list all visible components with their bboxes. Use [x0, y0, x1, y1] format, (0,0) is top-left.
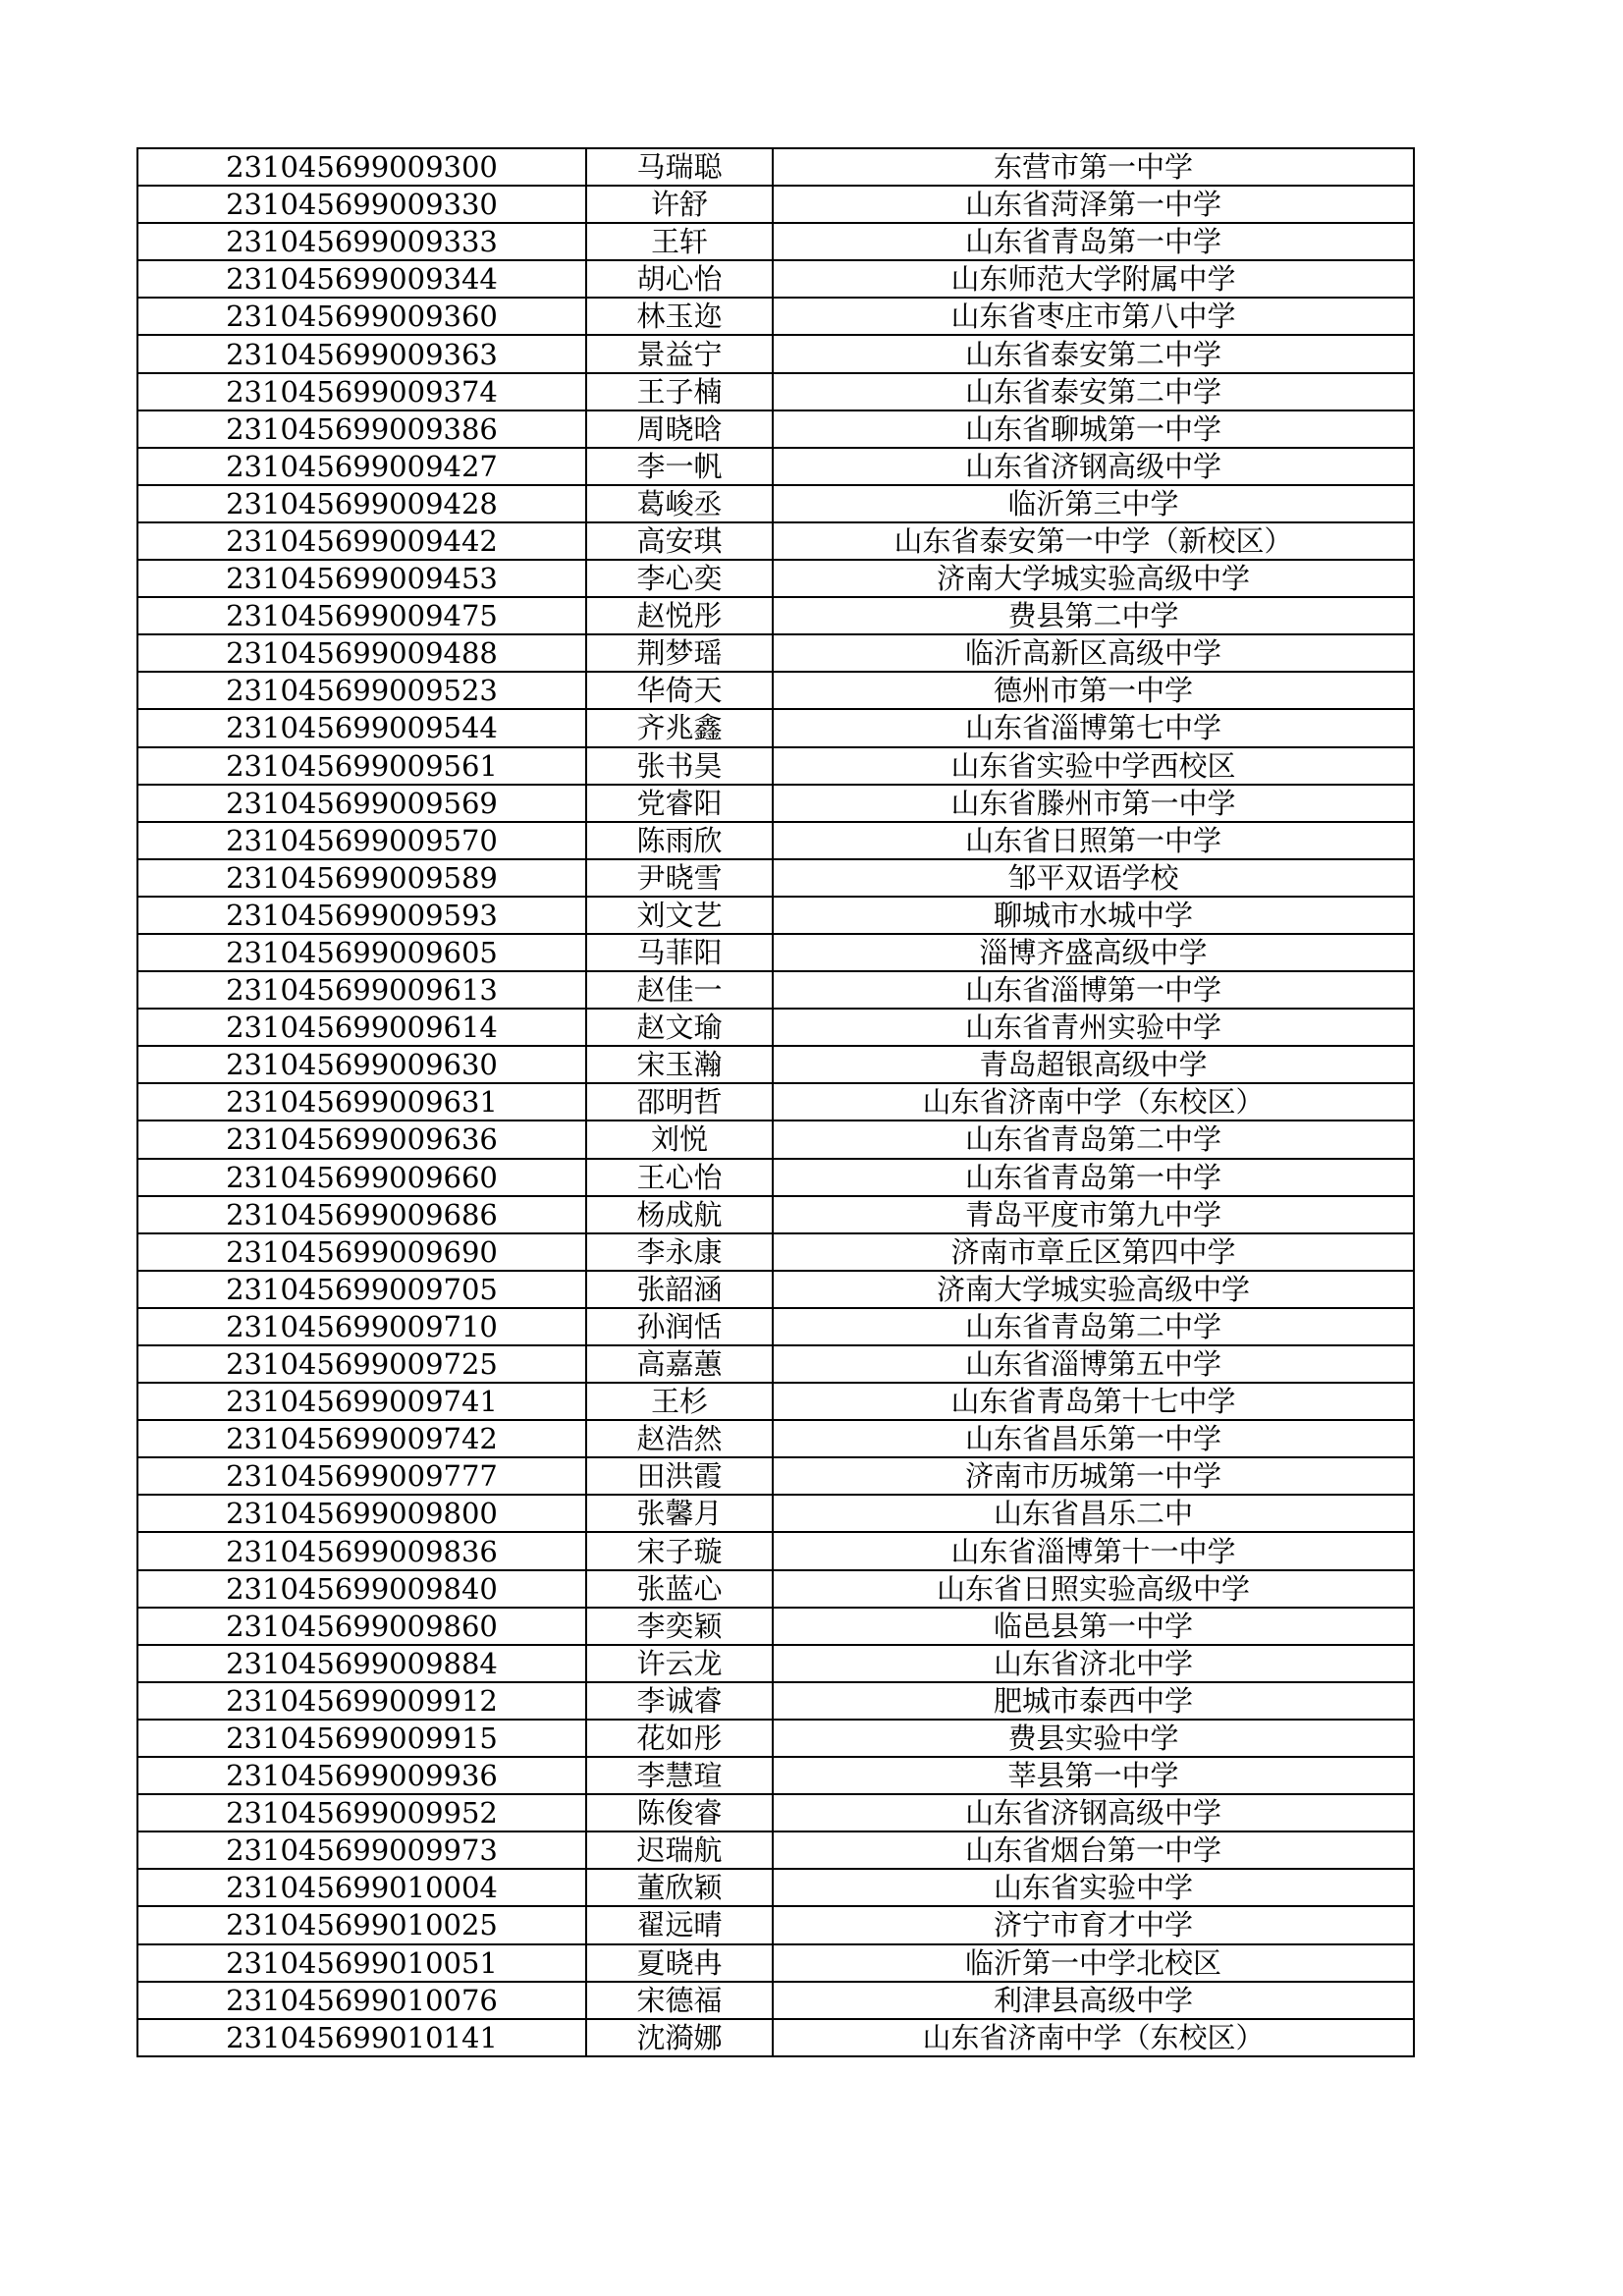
- table-row: [137, 1159, 1414, 1196]
- student-name-cell: 葛峻丞: [586, 485, 773, 522]
- table-row: [137, 1233, 1414, 1271]
- student-name-cell: 王杉: [586, 1383, 773, 1420]
- school-name-cell: 青岛平度市第九中学: [773, 1196, 1414, 1233]
- candidate-id-cell: 231045699009915: [137, 1720, 586, 1757]
- student-name-cell: 尹晓雪: [586, 859, 773, 897]
- table-row: [137, 1906, 1414, 1943]
- candidate-id-cell: 231045699009884: [137, 1645, 586, 1682]
- table-row: [137, 522, 1414, 560]
- student-name-cell: 华倚天: [586, 672, 773, 709]
- roster-table: [136, 147, 1415, 2057]
- school-name-cell: 肥城市泰西中学: [773, 1682, 1414, 1720]
- school-name-cell: 山东省济南中学（东校区）: [773, 2019, 1414, 2056]
- school-name-cell: 山东省实验中学: [773, 1869, 1414, 1906]
- candidate-id-cell: 231045699009363: [137, 335, 586, 372]
- school-name-cell: 山东省菏泽第一中学: [773, 186, 1414, 223]
- student-name-cell: 张馨月: [586, 1495, 773, 1532]
- table-row: [137, 1982, 1414, 2019]
- candidate-id-cell: 231045699010004: [137, 1869, 586, 1906]
- table-row: [137, 1682, 1414, 1720]
- table-row: [137, 1196, 1414, 1233]
- table-row: [137, 260, 1414, 298]
- student-name-cell: 夏晓冉: [586, 1944, 773, 1982]
- table-row: [137, 897, 1414, 934]
- student-name-cell: 宋德福: [586, 1982, 773, 2019]
- candidate-id-cell: 231045699009570: [137, 822, 586, 859]
- table-row: [137, 186, 1414, 223]
- school-name-cell: 山东省济钢高级中学: [773, 1794, 1414, 1831]
- candidate-id-cell: 231045699009613: [137, 971, 586, 1009]
- candidate-id-cell: 231045699009860: [137, 1608, 586, 1645]
- school-name-cell: 山东省青岛第一中学: [773, 1159, 1414, 1196]
- student-name-cell: 张韶涵: [586, 1271, 773, 1308]
- student-name-cell: 张书昊: [586, 747, 773, 785]
- school-name-cell: 山东省青州实验中学: [773, 1009, 1414, 1046]
- candidate-id-cell: 231045699010051: [137, 1944, 586, 1982]
- table-row: [137, 223, 1414, 260]
- school-name-cell: 德州市第一中学: [773, 672, 1414, 709]
- table-row: [137, 785, 1414, 822]
- student-name-cell: 荆梦瑶: [586, 634, 773, 672]
- candidate-id-cell: 231045699009705: [137, 1271, 586, 1308]
- student-name-cell: 许舒: [586, 186, 773, 223]
- candidate-id-cell: 231045699009836: [137, 1532, 586, 1569]
- candidate-id-cell: 231045699009488: [137, 634, 586, 672]
- table-row: [137, 148, 1414, 186]
- student-name-cell: 王轩: [586, 223, 773, 260]
- table-row: [137, 1383, 1414, 1420]
- table-row: [137, 1345, 1414, 1383]
- student-name-cell: 赵浩然: [586, 1420, 773, 1457]
- student-name-cell: 李永康: [586, 1233, 773, 1271]
- school-name-cell: 聊城市水城中学: [773, 897, 1414, 934]
- student-name-cell: 陈雨欣: [586, 822, 773, 859]
- school-name-cell: 山东省济南中学（东校区）: [773, 1083, 1414, 1121]
- school-name-cell: 山东师范大学附属中学: [773, 260, 1414, 298]
- table-row: [137, 1009, 1414, 1046]
- student-name-cell: 王子楠: [586, 373, 773, 410]
- school-name-cell: 东营市第一中学: [773, 148, 1414, 186]
- table-row: [137, 859, 1414, 897]
- table-row: [137, 971, 1414, 1009]
- candidate-id-cell: 231045699009741: [137, 1383, 586, 1420]
- student-name-cell: 花如彤: [586, 1720, 773, 1757]
- table-row: [137, 1271, 1414, 1308]
- candidate-id-cell: 231045699009593: [137, 897, 586, 934]
- school-name-cell: 山东省济钢高级中学: [773, 448, 1414, 485]
- candidate-id-cell: 231045699010025: [137, 1906, 586, 1943]
- table-row: [137, 1083, 1414, 1121]
- school-name-cell: 济南大学城实验高级中学: [773, 560, 1414, 597]
- table-row: [137, 1831, 1414, 1869]
- school-name-cell: 临邑县第一中学: [773, 1608, 1414, 1645]
- candidate-id-cell: 231045699009777: [137, 1457, 586, 1495]
- student-name-cell: 迟瑞航: [586, 1831, 773, 1869]
- table-row: [137, 747, 1414, 785]
- candidate-id-cell: 231045699009300: [137, 148, 586, 186]
- student-name-cell: 景益宁: [586, 335, 773, 372]
- student-name-cell: 刘文艺: [586, 897, 773, 934]
- table-row: [137, 1420, 1414, 1457]
- candidate-id-cell: 231045699009475: [137, 597, 586, 634]
- school-name-cell: 山东省青岛第一中学: [773, 223, 1414, 260]
- table-row: [137, 672, 1414, 709]
- candidate-id-cell: 231045699009686: [137, 1196, 586, 1233]
- student-name-cell: 胡心怡: [586, 260, 773, 298]
- table-row: [137, 410, 1414, 448]
- student-name-cell: 党睿阳: [586, 785, 773, 822]
- candidate-id-cell: 231045699009605: [137, 934, 586, 971]
- student-name-cell: 赵悦彤: [586, 597, 773, 634]
- school-name-cell: 邹平双语学校: [773, 859, 1414, 897]
- table-row: [137, 335, 1414, 372]
- school-name-cell: 山东省滕州市第一中学: [773, 785, 1414, 822]
- table-row: [137, 1532, 1414, 1569]
- school-name-cell: 山东省聊城第一中学: [773, 410, 1414, 448]
- school-name-cell: 山东省淄博第一中学: [773, 971, 1414, 1009]
- school-name-cell: 济南市章丘区第四中学: [773, 1233, 1414, 1271]
- school-name-cell: 山东省实验中学西校区: [773, 747, 1414, 785]
- school-name-cell: 青岛超银高级中学: [773, 1046, 1414, 1083]
- student-name-cell: 杨成航: [586, 1196, 773, 1233]
- school-name-cell: 山东省烟台第一中学: [773, 1831, 1414, 1869]
- school-name-cell: 临沂第三中学: [773, 485, 1414, 522]
- school-name-cell: 济南市历城第一中学: [773, 1457, 1414, 1495]
- school-name-cell: 山东省青岛第十七中学: [773, 1383, 1414, 1420]
- student-name-cell: 张蓝心: [586, 1570, 773, 1608]
- table-row: [137, 1757, 1414, 1794]
- school-name-cell: 临沂高新区高级中学: [773, 634, 1414, 672]
- table-row: [137, 485, 1414, 522]
- school-name-cell: 山东省泰安第二中学: [773, 373, 1414, 410]
- school-name-cell: 莘县第一中学: [773, 1757, 1414, 1794]
- candidate-id-cell: 231045699009936: [137, 1757, 586, 1794]
- candidate-id-cell: 231045699009427: [137, 448, 586, 485]
- table-row: [137, 2019, 1414, 2056]
- student-name-cell: 沈漪娜: [586, 2019, 773, 2056]
- school-name-cell: 山东省昌乐第一中学: [773, 1420, 1414, 1457]
- school-name-cell: 利津县高级中学: [773, 1982, 1414, 2019]
- table-row: [137, 1869, 1414, 1906]
- table-row: [137, 634, 1414, 672]
- student-name-cell: 李慧瑄: [586, 1757, 773, 1794]
- student-name-cell: 邵明哲: [586, 1083, 773, 1121]
- table-row: [137, 1308, 1414, 1345]
- student-name-cell: 高嘉蕙: [586, 1345, 773, 1383]
- table-row: [137, 1495, 1414, 1532]
- school-name-cell: 山东省青岛第二中学: [773, 1121, 1414, 1158]
- school-name-cell: 山东省济北中学: [773, 1645, 1414, 1682]
- candidate-id-cell: 231045699010141: [137, 2019, 586, 2056]
- student-name-cell: 王心怡: [586, 1159, 773, 1196]
- school-name-cell: 山东省淄博第五中学: [773, 1345, 1414, 1383]
- student-name-cell: 翟远晴: [586, 1906, 773, 1943]
- candidate-id-cell: 231045699009589: [137, 859, 586, 897]
- student-name-cell: 马菲阳: [586, 934, 773, 971]
- candidate-id-cell: 231045699009523: [137, 672, 586, 709]
- candidate-id-cell: 231045699009614: [137, 1009, 586, 1046]
- candidate-id-cell: 231045699009344: [137, 260, 586, 298]
- student-name-cell: 陈俊睿: [586, 1794, 773, 1831]
- table-row: [137, 822, 1414, 859]
- table-row: [137, 1944, 1414, 1982]
- student-name-cell: 高安琪: [586, 522, 773, 560]
- school-name-cell: 山东省泰安第一中学（新校区）: [773, 522, 1414, 560]
- student-name-cell: 许云龙: [586, 1645, 773, 1682]
- candidate-id-cell: 231045699009561: [137, 747, 586, 785]
- school-name-cell: 费县实验中学: [773, 1720, 1414, 1757]
- candidate-id-cell: 231045699009428: [137, 485, 586, 522]
- candidate-id-cell: 231045699009333: [137, 223, 586, 260]
- candidate-id-cell: 231045699009742: [137, 1420, 586, 1457]
- candidate-id-cell: 231045699009569: [137, 785, 586, 822]
- table-row: [137, 448, 1414, 485]
- school-name-cell: 山东省泰安第二中学: [773, 335, 1414, 372]
- table-row: [137, 560, 1414, 597]
- candidate-id-cell: 231045699009631: [137, 1083, 586, 1121]
- candidate-id-cell: 231045699009386: [137, 410, 586, 448]
- table-row: [137, 1608, 1414, 1645]
- candidate-id-cell: 231045699009453: [137, 560, 586, 597]
- student-name-cell: 李一帆: [586, 448, 773, 485]
- school-name-cell: 山东省日照第一中学: [773, 822, 1414, 859]
- school-name-cell: 山东省青岛第二中学: [773, 1308, 1414, 1345]
- table-row: [137, 934, 1414, 971]
- candidate-id-cell: 231045699009630: [137, 1046, 586, 1083]
- student-name-cell: 马瑞聪: [586, 148, 773, 186]
- candidate-id-cell: 231045699009800: [137, 1495, 586, 1532]
- student-name-cell: 李奕颖: [586, 1608, 773, 1645]
- candidate-id-cell: 231045699009725: [137, 1345, 586, 1383]
- table-row: [137, 1121, 1414, 1158]
- student-name-cell: 孙润恬: [586, 1308, 773, 1345]
- school-name-cell: 济宁市育才中学: [773, 1906, 1414, 1943]
- student-name-cell: 林玉迩: [586, 298, 773, 335]
- candidate-id-cell: 231045699009912: [137, 1682, 586, 1720]
- roster-body: [137, 148, 1414, 2056]
- student-name-cell: 赵文瑜: [586, 1009, 773, 1046]
- table-row: [137, 1794, 1414, 1831]
- candidate-id-cell: 231045699009544: [137, 709, 586, 746]
- candidate-id-cell: 231045699009973: [137, 1831, 586, 1869]
- student-name-cell: 李心奕: [586, 560, 773, 597]
- student-name-cell: 田洪霞: [586, 1457, 773, 1495]
- school-name-cell: 山东省日照实验高级中学: [773, 1570, 1414, 1608]
- school-name-cell: 济南大学城实验高级中学: [773, 1271, 1414, 1308]
- candidate-id-cell: 231045699009636: [137, 1121, 586, 1158]
- school-name-cell: 山东省淄博第十一中学: [773, 1532, 1414, 1569]
- candidate-id-cell: 231045699009660: [137, 1159, 586, 1196]
- candidate-id-cell: 231045699009952: [137, 1794, 586, 1831]
- student-name-cell: 赵佳一: [586, 971, 773, 1009]
- candidate-id-cell: 231045699009360: [137, 298, 586, 335]
- table-row: [137, 298, 1414, 335]
- student-name-cell: 齐兆鑫: [586, 709, 773, 746]
- student-name-cell: 周晓晗: [586, 410, 773, 448]
- table-row: [137, 1046, 1414, 1083]
- candidate-id-cell: 231045699009330: [137, 186, 586, 223]
- table-row: [137, 1457, 1414, 1495]
- candidate-id-cell: 231045699009374: [137, 373, 586, 410]
- candidate-id-cell: 231045699009442: [137, 522, 586, 560]
- student-name-cell: 宋子璇: [586, 1532, 773, 1569]
- school-name-cell: 山东省淄博第七中学: [773, 709, 1414, 746]
- table-row: [137, 709, 1414, 746]
- school-name-cell: 临沂第一中学北校区: [773, 1944, 1414, 1982]
- student-name-cell: 刘悦: [586, 1121, 773, 1158]
- student-name-cell: 李诚睿: [586, 1682, 773, 1720]
- student-name-cell: 宋玉瀚: [586, 1046, 773, 1083]
- table-row: [137, 597, 1414, 634]
- table-row: [137, 1645, 1414, 1682]
- candidate-id-cell: 231045699010076: [137, 1982, 586, 2019]
- candidate-id-cell: 231045699009840: [137, 1570, 586, 1608]
- table-row: [137, 1720, 1414, 1757]
- candidate-id-cell: 231045699009690: [137, 1233, 586, 1271]
- school-name-cell: 费县第二中学: [773, 597, 1414, 634]
- school-name-cell: 山东省枣庄市第八中学: [773, 298, 1414, 335]
- student-name-cell: 董欣颖: [586, 1869, 773, 1906]
- candidate-id-cell: 231045699009710: [137, 1308, 586, 1345]
- school-name-cell: 山东省昌乐二中: [773, 1495, 1414, 1532]
- school-name-cell: 淄博齐盛高级中学: [773, 934, 1414, 971]
- table-row: [137, 1570, 1414, 1608]
- table-row: [137, 373, 1414, 410]
